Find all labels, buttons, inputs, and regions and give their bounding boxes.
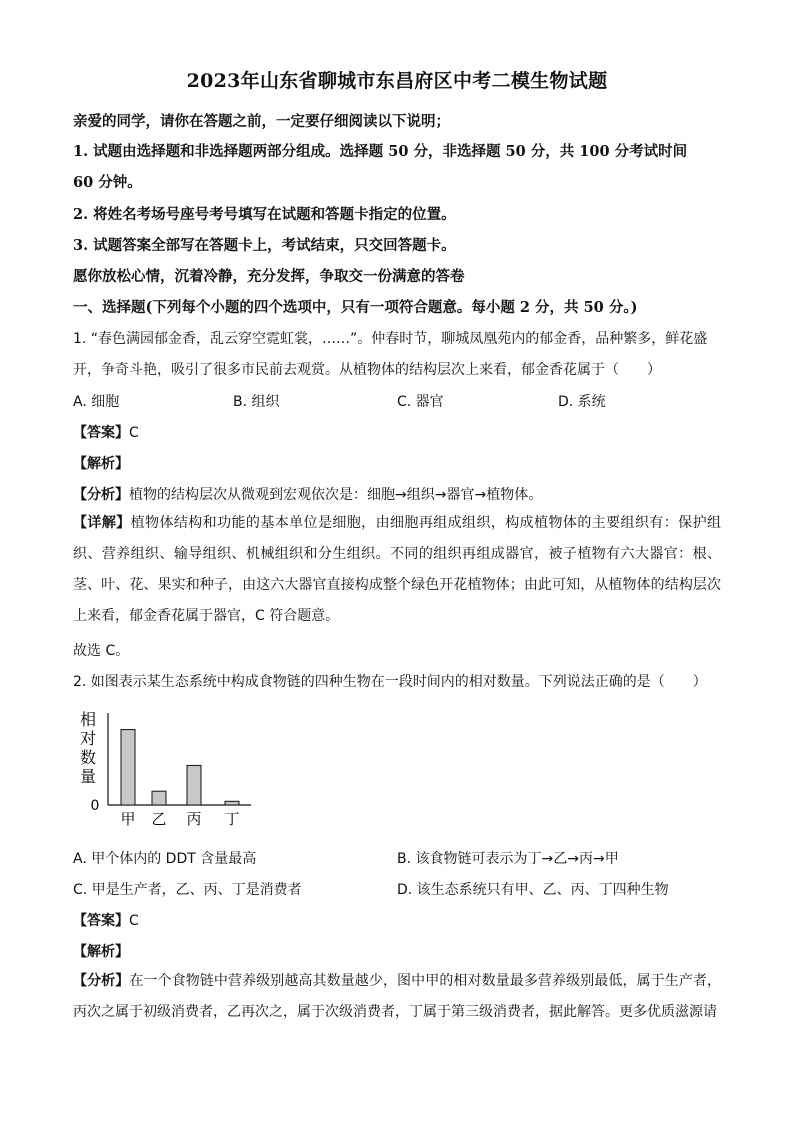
y-axis-label-char: 数 — [79, 748, 97, 767]
intro-note-1: 1. 试题由选择题和非选择题两部分组成。选择题 50 分，非选择题 50 分，共 100 分考试时间 — [73, 143, 688, 160]
x-tick-label-4: 丁 — [224, 810, 240, 828]
q1-analysis-heading — [73, 453, 129, 473]
q1-answer-value: C — [129, 425, 139, 441]
q2-option-d: D. 该生态系统只有甲、乙、丙、丁四种生物 — [397, 882, 669, 898]
x-tick-label-3: 丙 — [186, 810, 202, 828]
q1-xiangjie — [73, 508, 721, 632]
intro-note-1-cont: 60 分钟。 — [73, 174, 142, 191]
x-tick-label-2: 乙 — [151, 810, 167, 828]
q1-conclusion: 故选 C。 — [73, 643, 130, 659]
q1-answer — [73, 422, 139, 442]
q1-xiangjie-label: 【详解】 — [73, 515, 131, 531]
q1-fenxi-label: 【分析】 — [73, 487, 129, 503]
bar-1 — [121, 730, 135, 805]
q2-answer-value: C — [129, 913, 139, 929]
q1-fenxi-text: 植物的结构层次从微观到宏观依次是：细胞→组织→器官→植物体。 — [129, 487, 543, 503]
population-bar-chart — [73, 705, 263, 830]
q1-xiangjie-text: 植物体结构和功能的基本单位是细胞，由细胞再组成组织，构成植物体的主要组织有：保护组织、营养组织、输导组织、机械组织和分生组织。不同的组织再组成器官，被子植物有六大器官：根、茎、叶、花、果实和种子，由这六大器官直接构成整个绿色开花植物体；由此可知，从植物体的结构层次上来看，郁金香花属于器官，C 符合题意。 — [73, 515, 722, 624]
q1-fenxi — [73, 484, 542, 504]
bar-4 — [225, 801, 239, 805]
bars — [121, 730, 239, 805]
x-tick-label-1: 甲 — [120, 810, 136, 828]
q2-stem: 2. 如图表示某生态系统中构成食物链的四种生物在一段时间内的相对数量。下列说法正确的是（ ） — [73, 674, 707, 690]
bar-2 — [152, 791, 166, 805]
q2-analysis-heading — [73, 941, 129, 961]
q2-analysis-label: 【解析】 — [73, 944, 129, 960]
q1-answer-label: 【答案】 — [73, 425, 129, 441]
q1-stem-line1: 1. “春色满园郁金香，乱云穿空霓虹裳，……”。仲春时节，聊城凤凰苑内的郁金香，品种繁多，鲜花盛 — [73, 331, 708, 347]
q1-option-d: D. 系统 — [558, 394, 606, 410]
y-axis-label-char: 量 — [79, 767, 97, 786]
section-heading: 一、选择题(下列每个小题的四个选项中，只有一项符合题意。每小题 2 分，共 50 分。) — [73, 299, 638, 316]
q2-option-a: A. 甲个体内的 DDT 含量最高 — [73, 851, 257, 867]
q2-fenxi-text: 在一个食物链中营养级别越高其数量越少，图中甲的相对数量最多营养级别最低，属于生产者，丙次之属于初级消费者，乙再次之，属于次级消费者，丁属于第三级消费者，据此解答。更多优质滋源请 — [73, 973, 722, 1020]
q1-option-b: B. 组织 — [233, 394, 280, 410]
y-axis-label-char: 相 — [79, 710, 97, 729]
q2-answer — [73, 910, 139, 930]
intro-note-3: 3. 试题答案全部写在答题卡上，考试结束，只交回答题卡。 — [73, 237, 456, 254]
q1-option-a: A. 细胞 — [73, 394, 120, 410]
q2-option-c: C. 甲是生产者，乙、丙、丁是消费者 — [73, 882, 302, 898]
q2-fenxi-label: 【分析】 — [73, 973, 130, 989]
q2-answer-label: 【答案】 — [73, 913, 129, 929]
q1-analysis-label: 【解析】 — [73, 456, 129, 472]
q1-stem-line2: 开，争奇斗艳，吸引了很多市民前去观赏。从植物体的结构层次上来看，郁金香花属于（ ） — [73, 362, 661, 378]
y-axis-label — [80, 710, 96, 786]
intro-wish: 愿你放松心情，沉着冷静，充分发挥，争取交一份满意的答卷 — [73, 268, 465, 285]
y-axis-origin-label: 0 — [90, 798, 100, 814]
q1-option-c: C. 器官 — [397, 394, 444, 410]
bar-3 — [187, 765, 201, 805]
x-tick-labels — [120, 810, 239, 828]
intro-note-2: 2. 将姓名考场号座号考号填写在试题和答题卡指定的位置。 — [73, 206, 456, 223]
y-axis-label-char: 对 — [79, 729, 97, 748]
intro-greeting: 亲爱的同学，请你在答题之前，一定要仔细阅读以下说明； — [73, 113, 450, 130]
q2-option-b: B. 该食物链可表示为丁→乙→丙→甲 — [397, 851, 619, 867]
q2-fenxi — [73, 966, 721, 1028]
page-title: 2023年山东省聊城市东昌府区中考二模生物试题 — [186, 70, 608, 92]
